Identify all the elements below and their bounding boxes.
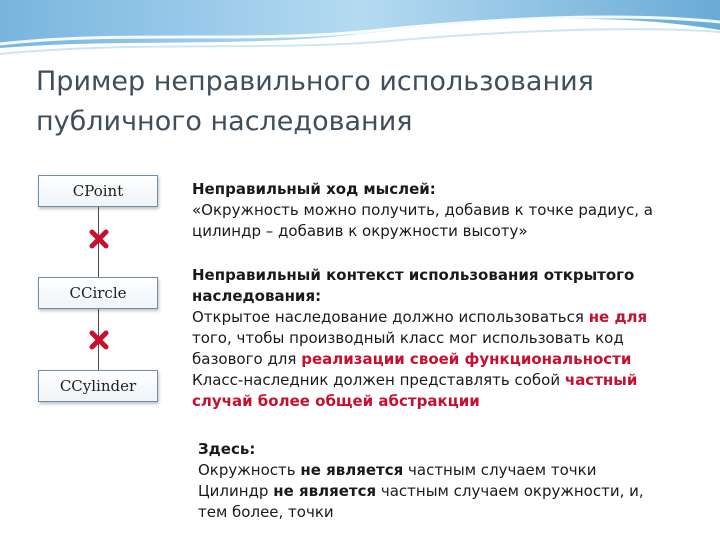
- class-box-cpoint: CPoint: [38, 175, 158, 207]
- context-line-1: Открытое наследование должно использоваться не для: [192, 308, 648, 326]
- context-line-5: случай более общей абстракции: [192, 392, 480, 410]
- red-x-icon: [88, 329, 110, 351]
- here-line-2: Цилиндр не является частным случаем окружности, и,: [198, 482, 644, 500]
- wrong-context-heading-line1: Неправильный контекст использования открытого: [192, 266, 635, 284]
- wrong-thoughts-heading: Неправильный ход мыслей:: [192, 180, 436, 198]
- here-line-3: тем более, точки: [198, 503, 334, 521]
- header-wave-decoration: [0, 0, 720, 64]
- class-box-ccircle: CCircle: [38, 277, 158, 309]
- wrong-context-block: [192, 265, 702, 412]
- highlight-special: частный: [564, 371, 638, 389]
- context-line-3: базового для реализации своей функциональности: [192, 350, 632, 368]
- context-line-4: Класс-наследник должен представлять собой частный: [192, 371, 638, 389]
- wrong-thoughts-block: [192, 179, 692, 242]
- red-x-icon: [88, 228, 110, 250]
- highlight-implementation: реализации своей функциональности: [301, 350, 632, 368]
- here-heading: Здесь:: [198, 440, 256, 458]
- wrong-thoughts-text: «Окружность можно получить, добавив к точке радиус, а цилиндр – добавив к окружности высоту»: [192, 201, 654, 240]
- here-line-1: Окружность не является частным случаем точки: [198, 461, 597, 479]
- highlight-not-for: не для: [588, 308, 648, 326]
- wrong-context-heading-line2: наследования:: [192, 287, 322, 305]
- slide-title: Пример неправильного использования публичного наследования: [36, 66, 594, 137]
- here-block: [198, 439, 698, 523]
- class-box-ccylinder: CCylinder: [38, 370, 158, 402]
- context-line-2: того, чтобы производный класс мог использовать код: [192, 329, 624, 347]
